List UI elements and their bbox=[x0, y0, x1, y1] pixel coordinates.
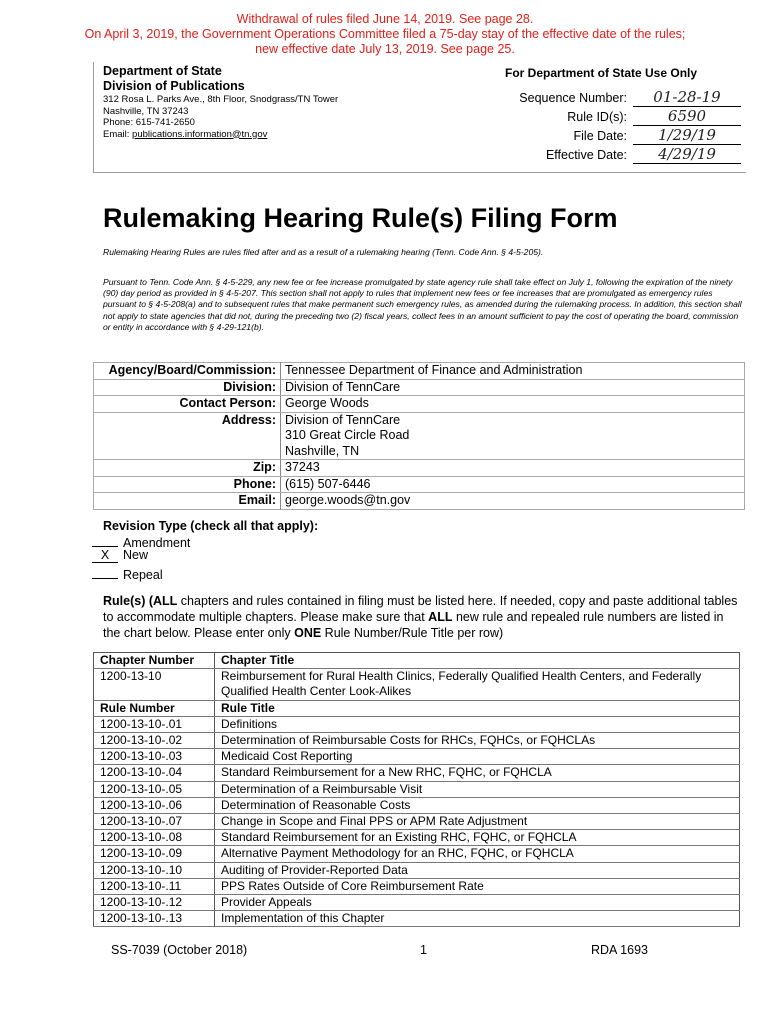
division-row bbox=[94, 379, 745, 396]
email-label: Email: bbox=[103, 128, 133, 140]
form-title: Rulemaking Hearing Rule(s) Filing Form bbox=[103, 203, 618, 233]
form-id: SS-7039 (October 2018) bbox=[111, 943, 248, 957]
rules-note-part-4: Rule Number/Rule Title per row) bbox=[321, 626, 504, 640]
page-number: 1 bbox=[420, 943, 427, 957]
phone-value: (615) 507-6446 bbox=[281, 476, 745, 493]
address-row-1 bbox=[94, 412, 745, 428]
repeal-checkbox[interactable] bbox=[92, 564, 118, 579]
withdrawal-notice bbox=[0, 12, 770, 57]
contact-row bbox=[94, 396, 745, 413]
table-row bbox=[94, 862, 740, 878]
rules-table bbox=[93, 652, 740, 927]
table-row bbox=[94, 878, 740, 894]
rule-title: Determination of Reasonable Costs bbox=[215, 797, 740, 813]
sequence-number-label: Sequence Number: bbox=[519, 91, 627, 105]
chapter-row bbox=[94, 669, 740, 685]
department-name: Department of State bbox=[103, 64, 222, 78]
address-line-1: Division of TennCare bbox=[285, 412, 401, 427]
contact-label: Contact Person: bbox=[94, 396, 281, 413]
file-date-label: File Date: bbox=[573, 129, 627, 143]
rule-title: Provider Appeals bbox=[215, 895, 740, 911]
amendment-checkbox[interactable] bbox=[92, 532, 118, 547]
agency-info-table bbox=[93, 362, 745, 510]
department-phone: Phone: 615-741-2650 bbox=[103, 117, 195, 128]
office-use-title: For Department of State Use Only bbox=[505, 66, 698, 80]
address-row-3 bbox=[94, 444, 745, 460]
rule-ids-value: 6590 bbox=[633, 107, 741, 126]
effective-date-row bbox=[470, 145, 745, 166]
rule-number: 1200-13-10-.10 bbox=[94, 862, 215, 878]
rule-number: 1200-13-10-.01 bbox=[94, 716, 215, 732]
chapter-title-line-2: Qualified Health Center Look-Alikes bbox=[215, 684, 740, 700]
rule-header-row bbox=[94, 700, 740, 716]
rule-title-header: Rule Title bbox=[215, 700, 740, 716]
revision-option-repeal[interactable] bbox=[92, 564, 163, 582]
rule-number: 1200-13-10-.02 bbox=[94, 733, 215, 749]
notice-line-2: On April 3, 2019, the Government Operations Committee filed a 75-day stay of the effective date of the rules; bbox=[84, 27, 686, 41]
rules-note-bold-2: ALL bbox=[428, 610, 453, 624]
rule-number: 1200-13-10-.08 bbox=[94, 830, 215, 846]
phone-row bbox=[94, 476, 745, 493]
rule-number: 1200-13-10-.06 bbox=[94, 797, 215, 813]
rules-note-part-1: Rule(s) ( bbox=[103, 594, 153, 608]
rules-note-bold-3: ONE bbox=[294, 626, 322, 640]
rule-number: 1200-13-10-.04 bbox=[94, 765, 215, 781]
rule-title: Auditing of Provider-Reported Data bbox=[215, 862, 740, 878]
effective-date-value: 4/29/19 bbox=[633, 145, 741, 164]
email-value: george.woods@tn.gov bbox=[285, 493, 411, 507]
department-address: 312 Rosa L. Parks Ave., 8th Floor, Snodgrass/TN Tower bbox=[103, 94, 339, 105]
rule-title: Alternative Payment Methodology for an RHC, FQHC, or FQHCLA bbox=[215, 846, 740, 862]
rule-ids-label: Rule ID(s): bbox=[567, 110, 627, 124]
chapter-header-row bbox=[94, 653, 740, 669]
new-label: New bbox=[123, 548, 149, 562]
rule-number-header: Rule Number bbox=[94, 700, 215, 716]
address-line-2: 310 Great Circle Road bbox=[285, 428, 410, 442]
department-email-link[interactable]: publications.information@tn.gov bbox=[132, 128, 268, 140]
rule-title: Definitions bbox=[215, 716, 740, 732]
table-row bbox=[94, 733, 740, 749]
department-city: Nashville, TN 37243 bbox=[103, 105, 189, 117]
zip-value: 37243 bbox=[281, 460, 745, 477]
phone-label: Phone: bbox=[94, 476, 281, 493]
pursuant-paragraph: Pursuant to Tenn. Code Ann. § 4-5-229, any new fee or fee increase promulgated by state agency rule shall take effect on July 1, following the expiration of the ninety (90) day period as provided in § 4-5-207. This section shall not apply to rules that implement new fees or fee increases that are promulgated as emergency rules pursuant to § 4-5-208(a) and to subsequent rules that make permanent such emergency rules, as amended during the rulemaking process. In addition, this section shall not apply to state agencies that did not, during the preceding two (2) fiscal years, collect fees in an amount sufficient to pay the cost of operating the board, commission or entity in accordance with § 4-29-121(b). bbox=[103, 277, 742, 332]
division-value: Division of TennCare bbox=[281, 379, 745, 396]
division-label: Division: bbox=[94, 379, 281, 396]
rule-number: 1200-13-10-.11 bbox=[94, 878, 215, 894]
rda-number: RDA 1693 bbox=[591, 943, 648, 957]
chapter-title-header: Chapter Title bbox=[215, 653, 740, 669]
rules-note-part-3: new rule and repealed rule numbers are listed in the chart below. Please enter only bbox=[103, 610, 724, 640]
department-email-line bbox=[103, 129, 338, 141]
chapter-number-header: Chapter Number bbox=[94, 653, 215, 669]
division-name: Division of Publications bbox=[103, 79, 245, 93]
rule-title: Implementation of this Chapter bbox=[215, 911, 740, 927]
address-line-3: Nashville, TN bbox=[281, 444, 745, 460]
table-row bbox=[94, 749, 740, 765]
repeal-label: Repeal bbox=[123, 568, 163, 582]
table-row bbox=[94, 846, 740, 862]
table-row bbox=[94, 830, 740, 846]
rule-number: 1200-13-10-.13 bbox=[94, 911, 215, 927]
agency-value: Tennessee Department of Finance and Administration bbox=[281, 363, 745, 380]
rules-instructions bbox=[103, 593, 743, 641]
rules-note-bold-1: ALL bbox=[153, 594, 178, 608]
rule-number: 1200-13-10-.07 bbox=[94, 814, 215, 830]
rule-number: 1200-13-10-.12 bbox=[94, 895, 215, 911]
address-row-2 bbox=[94, 428, 745, 444]
table-row bbox=[94, 895, 740, 911]
email-label: Email: bbox=[94, 493, 281, 510]
chapter-number: 1200-13-10 bbox=[94, 669, 215, 685]
rule-title: Standard Reimbursement for a New RHC, FQHC, or FQHCLA bbox=[215, 765, 740, 781]
rule-title: Determination of a Reimbursable Visit bbox=[215, 781, 740, 797]
rule-title: Determination of Reimbursable Costs for RHCs, FQHCs, or FQHCLAs bbox=[215, 733, 740, 749]
rule-number: 1200-13-10-.03 bbox=[94, 749, 215, 765]
table-row bbox=[94, 765, 740, 781]
rules-note-part-2: chapters and rules contained in filing must be listed here. If needed, copy and paste additional tables to accommodate multiple chapters. Please make sure that bbox=[103, 594, 738, 624]
chapter-row-continued bbox=[94, 684, 740, 700]
table-row bbox=[94, 814, 740, 830]
rule-number: 1200-13-10-.09 bbox=[94, 846, 215, 862]
effective-date-label: Effective Date: bbox=[545, 148, 627, 162]
table-row bbox=[94, 797, 740, 813]
address-label: Address: bbox=[94, 412, 281, 428]
rule-title: Standard Reimbursement for an Existing RHC, FQHC, or FQHCLA bbox=[215, 830, 740, 846]
table-row bbox=[94, 911, 740, 927]
rule-title: PPS Rates Outside of Core Reimbursement Rate bbox=[215, 878, 740, 894]
sequence-number-value: 01-28-19 bbox=[633, 88, 741, 107]
table-row bbox=[94, 781, 740, 797]
revision-option-new[interactable] bbox=[92, 548, 148, 563]
form-intro: Rulemaking Hearing Rules are rules filed after and as a result of a rulemaking hearing (Tenn. Code Ann. § 4-5-205). bbox=[103, 247, 544, 257]
table-row bbox=[94, 716, 740, 732]
agency-row bbox=[94, 363, 745, 380]
email-row bbox=[94, 493, 745, 510]
revision-type-title: Revision Type (check all that apply): bbox=[103, 519, 319, 533]
new-checkbox[interactable]: X bbox=[92, 548, 118, 563]
amendment-label: Amendment bbox=[123, 536, 191, 550]
notice-line-3: new effective date July 13, 2019. See page 25. bbox=[255, 42, 515, 56]
rule-number: 1200-13-10-.05 bbox=[94, 781, 215, 797]
agency-label: Agency/Board/Commission: bbox=[94, 363, 281, 380]
zip-row bbox=[94, 460, 745, 477]
chapter-title-line-1: Reimbursement for Rural Health Clinics, Federally Qualified Health Centers, and Federally bbox=[221, 669, 702, 684]
department-heading bbox=[103, 64, 245, 94]
notice-line-1: Withdrawal of rules filed June 14, 2019. See page 28. bbox=[236, 12, 534, 26]
contact-value: George Woods bbox=[281, 396, 745, 413]
zip-label: Zip: bbox=[94, 460, 281, 477]
department-contact bbox=[103, 94, 338, 140]
file-date-value: 1/29/19 bbox=[633, 126, 741, 145]
rule-title: Change in Scope and Final PPS or APM Rate Adjustment bbox=[215, 814, 740, 830]
rule-title: Medicaid Cost Reporting bbox=[215, 749, 740, 765]
